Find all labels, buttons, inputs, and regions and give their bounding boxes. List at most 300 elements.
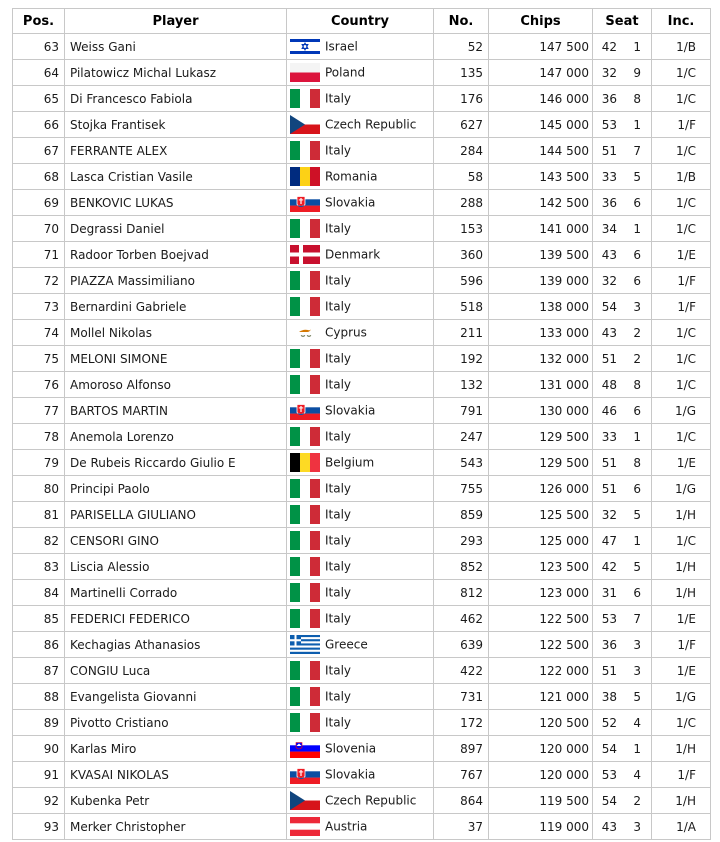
denmark-flag-icon	[290, 245, 320, 264]
italy-flag-icon	[290, 505, 320, 524]
table-number: 32	[601, 65, 617, 80]
country-name: Czech Republic	[325, 793, 417, 808]
seat-cell	[593, 60, 652, 86]
inc-cell: 1/E	[652, 242, 711, 268]
romania-flag-icon	[290, 167, 320, 186]
chips-cell: 126 000	[489, 476, 593, 502]
player-number-cell: 791	[434, 398, 489, 424]
player-number-cell: 293	[434, 528, 489, 554]
position-cell: 65	[13, 86, 65, 112]
position-cell: 73	[13, 294, 65, 320]
seat-cell	[593, 528, 652, 554]
player-name-cell: CONGIU Luca	[65, 658, 287, 684]
seat-number: 4	[633, 767, 641, 782]
seat-number: 3	[633, 819, 641, 834]
inc-cell: 1/C	[652, 372, 711, 398]
seat-number: 3	[633, 637, 641, 652]
country-cell	[287, 710, 434, 736]
player-name-cell: Di Francesco Fabiola	[65, 86, 287, 112]
seat-cell	[593, 736, 652, 762]
country-cell	[287, 788, 434, 814]
country-cell	[287, 268, 434, 294]
inc-cell: 1/B	[652, 34, 711, 60]
country-name: Italy	[325, 377, 352, 392]
table-number: 33	[601, 169, 617, 184]
country-name: Poland	[325, 65, 366, 80]
position-cell: 79	[13, 450, 65, 476]
seat-number: 8	[633, 377, 641, 392]
player-name-cell: CENSORI GINO	[65, 528, 287, 554]
seat-number: 1	[633, 39, 641, 54]
cyprus-flag-icon	[290, 323, 320, 342]
position-cell: 90	[13, 736, 65, 762]
position-cell: 76	[13, 372, 65, 398]
player-number-cell: 755	[434, 476, 489, 502]
player-number-cell: 731	[434, 684, 489, 710]
chips-cell: 122 500	[489, 606, 593, 632]
table-row	[13, 60, 711, 86]
player-name-cell: MELONI SIMONE	[65, 346, 287, 372]
country-cell	[287, 346, 434, 372]
chips-cell: 122 000	[489, 658, 593, 684]
header-country: Country	[287, 9, 434, 34]
country-name: Italy	[325, 585, 352, 600]
table-number: 51	[601, 455, 617, 470]
chips-cell: 119 500	[489, 788, 593, 814]
player-name-cell: Liscia Alessio	[65, 554, 287, 580]
seat-cell	[593, 216, 652, 242]
seat-cell	[593, 398, 652, 424]
inc-cell: 1/F	[652, 762, 711, 788]
seat-number: 1	[633, 533, 641, 548]
table-number: 32	[601, 273, 617, 288]
seat-cell	[593, 450, 652, 476]
table-number: 33	[601, 429, 617, 444]
chips-cell: 129 500	[489, 424, 593, 450]
position-cell: 64	[13, 60, 65, 86]
player-name-cell: FERRANTE ALEX	[65, 138, 287, 164]
position-cell: 87	[13, 658, 65, 684]
position-cell: 88	[13, 684, 65, 710]
player-name-cell: PIAZZA Massimiliano	[65, 268, 287, 294]
table-number: 51	[601, 143, 617, 158]
chips-cell: 120 000	[489, 736, 593, 762]
position-cell: 66	[13, 112, 65, 138]
country-cell	[287, 606, 434, 632]
czech-flag-icon	[290, 115, 320, 134]
table-row	[13, 606, 711, 632]
italy-flag-icon	[290, 687, 320, 706]
inc-cell: 1/A	[652, 814, 711, 840]
player-name-cell: Principi Paolo	[65, 476, 287, 502]
inc-cell: 1/H	[652, 554, 711, 580]
table-row	[13, 710, 711, 736]
italy-flag-icon	[290, 661, 320, 680]
chips-cell: 133 000	[489, 320, 593, 346]
table-number: 46	[601, 403, 617, 418]
table-number: 53	[601, 611, 617, 626]
belgium-flag-icon	[290, 453, 320, 472]
seat-cell	[593, 268, 652, 294]
player-number-cell: 288	[434, 190, 489, 216]
seat-number: 8	[633, 455, 641, 470]
table-number: 48	[601, 377, 617, 392]
seat-number: 6	[633, 247, 641, 262]
country-cell	[287, 762, 434, 788]
seat-cell	[593, 372, 652, 398]
inc-cell: 1/F	[652, 294, 711, 320]
seat-cell	[593, 762, 652, 788]
israel-flag-icon	[290, 37, 320, 56]
seat-number: 7	[633, 143, 641, 158]
chips-cell: 144 500	[489, 138, 593, 164]
seat-cell	[593, 320, 652, 346]
seat-cell	[593, 164, 652, 190]
inc-cell: 1/C	[652, 60, 711, 86]
table-row	[13, 138, 711, 164]
chips-cell: 147 000	[489, 60, 593, 86]
country-cell	[287, 112, 434, 138]
table-number: 51	[601, 351, 617, 366]
seat-number: 1	[633, 117, 641, 132]
country-cell	[287, 372, 434, 398]
table-row	[13, 268, 711, 294]
country-cell	[287, 86, 434, 112]
seat-number: 6	[633, 195, 641, 210]
country-name: Denmark	[325, 247, 381, 262]
table-row	[13, 814, 711, 840]
seat-number: 2	[633, 793, 641, 808]
chips-cell: 130 000	[489, 398, 593, 424]
player-name-cell: Bernardini Gabriele	[65, 294, 287, 320]
seat-number: 5	[633, 169, 641, 184]
country-cell	[287, 294, 434, 320]
player-name-cell: Kechagias Athanasios	[65, 632, 287, 658]
poland-flag-icon	[290, 63, 320, 82]
table-number: 36	[601, 637, 617, 652]
player-name-cell: Mollel Nikolas	[65, 320, 287, 346]
seat-cell	[593, 684, 652, 710]
table-number: 47	[601, 533, 617, 548]
table-row	[13, 164, 711, 190]
seat-number: 7	[633, 611, 641, 626]
player-name-cell: Lasca Cristian Vasile	[65, 164, 287, 190]
table-row	[13, 658, 711, 684]
header-pos: Pos.	[13, 9, 65, 34]
inc-cell: 1/F	[652, 112, 711, 138]
player-number-cell: 153	[434, 216, 489, 242]
inc-cell: 1/E	[652, 658, 711, 684]
seat-number: 6	[633, 585, 641, 600]
italy-flag-icon	[290, 427, 320, 446]
seat-cell	[593, 86, 652, 112]
country-cell	[287, 736, 434, 762]
table-number: 32	[601, 507, 617, 522]
seat-number: 4	[633, 715, 641, 730]
player-name-cell: Anemola Lorenzo	[65, 424, 287, 450]
seat-number: 9	[633, 65, 641, 80]
seat-cell	[593, 190, 652, 216]
seat-cell	[593, 580, 652, 606]
table-number: 51	[601, 481, 617, 496]
italy-flag-icon	[290, 349, 320, 368]
player-number-cell: 360	[434, 242, 489, 268]
table-number: 42	[601, 39, 617, 54]
table-row	[13, 788, 711, 814]
country-name: Italy	[325, 481, 352, 496]
chips-cell: 139 000	[489, 268, 593, 294]
player-number-cell: 767	[434, 762, 489, 788]
table-row	[13, 528, 711, 554]
inc-cell: 1/G	[652, 684, 711, 710]
country-name: Italy	[325, 143, 352, 158]
country-name: Italy	[325, 663, 352, 678]
seat-number: 3	[633, 663, 641, 678]
position-cell: 75	[13, 346, 65, 372]
player-name-cell: Amoroso Alfonso	[65, 372, 287, 398]
slovakia-flag-icon	[290, 401, 320, 420]
seat-cell	[593, 502, 652, 528]
table-row	[13, 86, 711, 112]
seat-cell	[593, 242, 652, 268]
country-name: Italy	[325, 273, 352, 288]
seat-number: 2	[633, 325, 641, 340]
chips-cell: 145 000	[489, 112, 593, 138]
position-cell: 85	[13, 606, 65, 632]
country-cell	[287, 34, 434, 60]
table-number: 43	[601, 819, 617, 834]
country-cell	[287, 684, 434, 710]
player-number-cell: 596	[434, 268, 489, 294]
inc-cell: 1/E	[652, 450, 711, 476]
seat-number: 5	[633, 689, 641, 704]
country-cell	[287, 476, 434, 502]
chips-cell: 123 000	[489, 580, 593, 606]
position-cell: 82	[13, 528, 65, 554]
country-cell	[287, 60, 434, 86]
player-name-cell: Merker Christopher	[65, 814, 287, 840]
italy-flag-icon	[290, 89, 320, 108]
player-number-cell: 37	[434, 814, 489, 840]
position-cell: 74	[13, 320, 65, 346]
table-row	[13, 346, 711, 372]
header-seat: Seat	[593, 9, 652, 34]
inc-cell: 1/H	[652, 736, 711, 762]
chips-cell: 142 500	[489, 190, 593, 216]
seat-cell	[593, 606, 652, 632]
inc-cell: 1/B	[652, 164, 711, 190]
seat-cell	[593, 138, 652, 164]
country-name: Italy	[325, 507, 352, 522]
italy-flag-icon	[290, 271, 320, 290]
table-row	[13, 398, 711, 424]
country-cell	[287, 554, 434, 580]
country-cell	[287, 580, 434, 606]
country-name: Italy	[325, 689, 352, 704]
seat-number: 5	[633, 507, 641, 522]
austria-flag-icon	[290, 817, 320, 836]
table-row	[13, 450, 711, 476]
country-name: Slovakia	[325, 195, 376, 210]
chips-cell: 143 500	[489, 164, 593, 190]
greece-flag-icon	[290, 635, 320, 654]
seat-number: 6	[633, 481, 641, 496]
table-row	[13, 762, 711, 788]
table-row	[13, 684, 711, 710]
chips-cell: 129 500	[489, 450, 593, 476]
table-row	[13, 424, 711, 450]
header-inc: Inc.	[652, 9, 711, 34]
player-number-cell: 627	[434, 112, 489, 138]
seat-cell	[593, 294, 652, 320]
italy-flag-icon	[290, 375, 320, 394]
seat-number: 3	[633, 299, 641, 314]
inc-cell: 1/E	[652, 606, 711, 632]
chips-cell: 147 500	[489, 34, 593, 60]
table-row	[13, 580, 711, 606]
seat-cell	[593, 788, 652, 814]
table-number: 54	[601, 793, 617, 808]
inc-cell: 1/F	[652, 632, 711, 658]
table-number: 52	[601, 715, 617, 730]
table-row	[13, 242, 711, 268]
country-name: Slovenia	[325, 741, 377, 756]
player-name-cell: Degrassi Daniel	[65, 216, 287, 242]
player-name-cell: Weiss Gani	[65, 34, 287, 60]
player-name-cell: BARTOS MARTIN	[65, 398, 287, 424]
table-row	[13, 112, 711, 138]
player-number-cell: 897	[434, 736, 489, 762]
country-cell	[287, 502, 434, 528]
country-cell	[287, 138, 434, 164]
position-cell: 81	[13, 502, 65, 528]
header-chips: Chips	[489, 9, 593, 34]
position-cell: 69	[13, 190, 65, 216]
country-name: Belgium	[325, 455, 375, 470]
chips-cell: 119 000	[489, 814, 593, 840]
inc-cell: 1/C	[652, 424, 711, 450]
player-number-cell: 52	[434, 34, 489, 60]
player-number-cell: 284	[434, 138, 489, 164]
slovenia-flag-icon	[290, 739, 320, 758]
position-cell: 71	[13, 242, 65, 268]
seat-number: 1	[633, 741, 641, 756]
chips-cell: 123 500	[489, 554, 593, 580]
position-cell: 78	[13, 424, 65, 450]
italy-flag-icon	[290, 609, 320, 628]
seat-cell	[593, 554, 652, 580]
chips-cell: 125 000	[489, 528, 593, 554]
country-cell	[287, 242, 434, 268]
position-cell: 83	[13, 554, 65, 580]
position-cell: 80	[13, 476, 65, 502]
country-name: Italy	[325, 533, 352, 548]
country-cell	[287, 398, 434, 424]
table-number: 36	[601, 91, 617, 106]
player-number-cell: 132	[434, 372, 489, 398]
italy-flag-icon	[290, 713, 320, 732]
table-number: 53	[601, 117, 617, 132]
table-number: 36	[601, 195, 617, 210]
seat-cell	[593, 346, 652, 372]
player-number-cell: 211	[434, 320, 489, 346]
chips-cell: 131 000	[489, 372, 593, 398]
country-name: Italy	[325, 559, 352, 574]
table-row	[13, 736, 711, 762]
country-cell	[287, 450, 434, 476]
table-number: 43	[601, 325, 617, 340]
inc-cell: 1/H	[652, 788, 711, 814]
player-number-cell: 852	[434, 554, 489, 580]
country-name: Italy	[325, 611, 352, 626]
player-number-cell: 172	[434, 710, 489, 736]
country-name: Slovakia	[325, 767, 376, 782]
inc-cell: 1/C	[652, 216, 711, 242]
country-cell	[287, 424, 434, 450]
country-name: Italy	[325, 715, 352, 730]
table-number: 53	[601, 767, 617, 782]
table-row	[13, 190, 711, 216]
country-name: Italy	[325, 351, 352, 366]
player-number-cell: 639	[434, 632, 489, 658]
player-number-cell: 859	[434, 502, 489, 528]
position-cell: 72	[13, 268, 65, 294]
position-cell: 68	[13, 164, 65, 190]
czech-flag-icon	[290, 791, 320, 810]
player-number-cell: 462	[434, 606, 489, 632]
player-name-cell: Martinelli Corrado	[65, 580, 287, 606]
player-number-cell: 812	[434, 580, 489, 606]
chips-cell: 139 500	[489, 242, 593, 268]
inc-cell: 1/C	[652, 190, 711, 216]
table-row	[13, 320, 711, 346]
table-number: 43	[601, 247, 617, 262]
table-row	[13, 554, 711, 580]
country-name: Cyprus	[325, 325, 367, 340]
seat-cell	[593, 112, 652, 138]
table-header-row	[13, 9, 711, 34]
position-cell: 67	[13, 138, 65, 164]
table-number: 42	[601, 559, 617, 574]
country-name: Italy	[325, 429, 352, 444]
header-no: No.	[434, 9, 489, 34]
inc-cell: 1/H	[652, 502, 711, 528]
table-row	[13, 476, 711, 502]
seat-number: 6	[633, 273, 641, 288]
player-name-cell: Pivotto Cristiano	[65, 710, 287, 736]
table-row	[13, 632, 711, 658]
inc-cell: 1/G	[652, 398, 711, 424]
table-number: 31	[601, 585, 617, 600]
position-cell: 89	[13, 710, 65, 736]
position-cell: 70	[13, 216, 65, 242]
player-name-cell: Evangelista Giovanni	[65, 684, 287, 710]
player-name-cell: KVASAI NIKOLAS	[65, 762, 287, 788]
seat-cell	[593, 34, 652, 60]
seat-cell	[593, 710, 652, 736]
seat-cell	[593, 658, 652, 684]
chips-cell: 125 500	[489, 502, 593, 528]
player-name-cell: Radoor Torben Boejvad	[65, 242, 287, 268]
country-cell	[287, 190, 434, 216]
inc-cell: 1/C	[652, 320, 711, 346]
inc-cell: 1/C	[652, 86, 711, 112]
seat-cell	[593, 424, 652, 450]
country-cell	[287, 164, 434, 190]
seat-number: 8	[633, 91, 641, 106]
player-name-cell: FEDERICI FEDERICO	[65, 606, 287, 632]
slovakia-flag-icon	[290, 765, 320, 784]
